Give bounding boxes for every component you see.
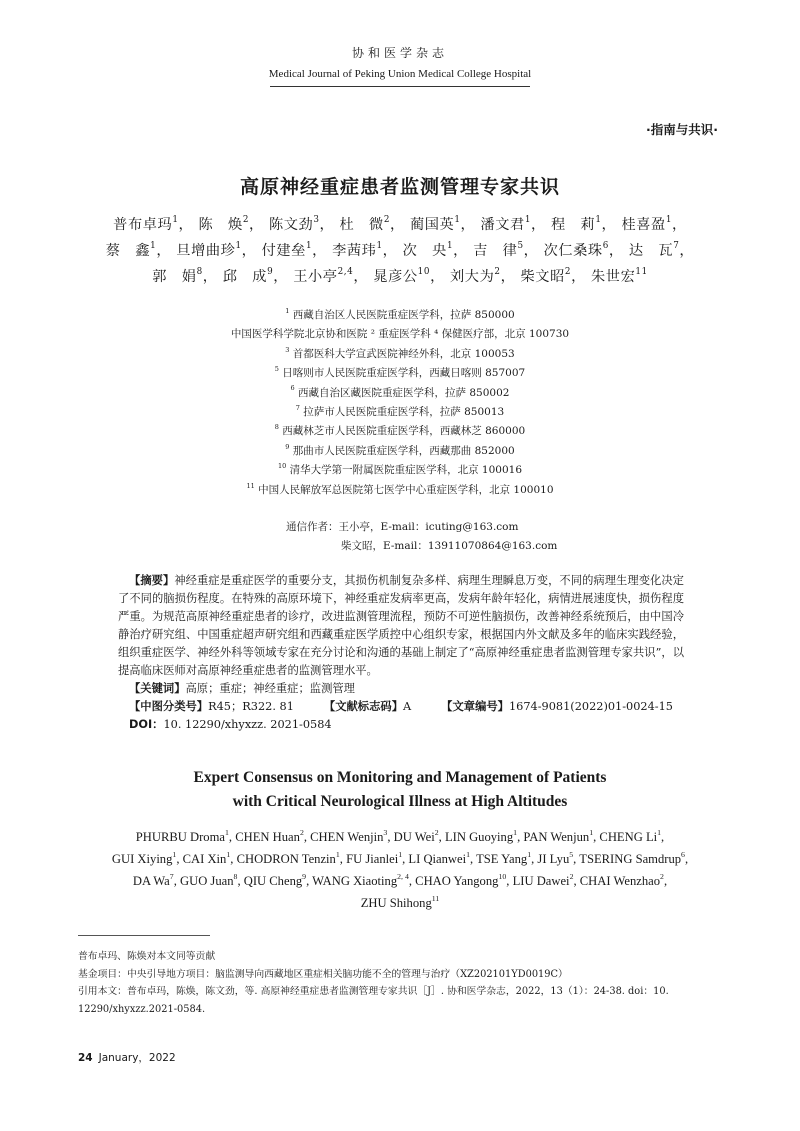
affiliation-line bbox=[0, 345, 800, 364]
author-name: 次仁桑珠 bbox=[543, 243, 603, 259]
author: 达 瓦$^7$， bbox=[628, 241, 695, 259]
author: 李茜玮$^1$， bbox=[332, 241, 398, 259]
author-name: TSERING Samdrup bbox=[579, 852, 682, 866]
author-affiliation-mark: 1 bbox=[595, 215, 602, 226]
clc-label: 【中图分类号】 bbox=[129, 700, 209, 713]
affiliation-mark: 6 bbox=[290, 384, 295, 393]
affiliation-line bbox=[0, 306, 800, 325]
corresponding-author-line: 通信作者：王小亭，E-mail：icuting@163.com bbox=[286, 521, 519, 533]
author-affiliation-mark: 1 bbox=[589, 828, 594, 838]
author-name: 潘文君 bbox=[480, 217, 525, 233]
author-name: 王小亭 bbox=[293, 269, 338, 285]
author-name: CHAO Yangong bbox=[415, 874, 499, 888]
affiliation-mark: 5 bbox=[274, 365, 279, 374]
author-affiliation-mark: 7 bbox=[169, 872, 174, 882]
author-affiliation-mark: 9 bbox=[267, 267, 274, 278]
author: 刘大为$^2$， bbox=[450, 267, 516, 285]
author: FU Jianlei$^1$, bbox=[346, 850, 406, 866]
author: 程 莉$^1$， bbox=[550, 215, 617, 233]
author-name: PAN Wenjun bbox=[523, 830, 590, 844]
author: 蔺国英$^1$， bbox=[409, 215, 476, 233]
author-name: QIU Cheng bbox=[243, 874, 303, 888]
author-affiliation-mark: 2 bbox=[564, 267, 572, 278]
clc-value: R45；R322. 81 bbox=[208, 700, 294, 713]
page-number: 24 bbox=[78, 1052, 93, 1064]
footnote-equal-contribution: 普布卓玛、陈焕对本文同等贡献 bbox=[78, 951, 216, 962]
affiliation-text: 西藏林芝市人民医院重症医学科，西藏林芝 860000 bbox=[282, 425, 526, 438]
author-name: ZHU Shihong bbox=[360, 896, 432, 910]
author-name: 蔡 鑫 bbox=[105, 243, 151, 259]
author-name: FU Jianlei bbox=[346, 852, 399, 866]
author-name: 达 瓦 bbox=[628, 243, 674, 259]
author-name: GUI Xiying bbox=[111, 852, 173, 866]
column-tag: ·指南与共识· bbox=[646, 122, 718, 137]
corresponding-author-line: 柴文昭，E-mail：13911070864@163.com bbox=[341, 540, 558, 552]
keywords-label: 【关键词】 bbox=[129, 682, 186, 695]
affiliation-line bbox=[0, 403, 800, 422]
author: CAI Xin$^1$, bbox=[182, 850, 234, 866]
author-name: GUO Juan bbox=[180, 874, 234, 888]
page-footer bbox=[78, 1050, 176, 1065]
author-name: 李茜玮 bbox=[332, 243, 377, 259]
affiliation-mark: 7 bbox=[295, 403, 300, 412]
author-name: CHEN Huan bbox=[235, 830, 300, 844]
author-affiliation-mark: 1 bbox=[172, 215, 179, 226]
abstract-block bbox=[118, 572, 684, 734]
affiliation-line bbox=[0, 384, 800, 403]
doi-line bbox=[118, 716, 684, 734]
author: CHAO Yangong$^{10}$, bbox=[415, 872, 510, 888]
author-affiliation-mark: 1 bbox=[305, 241, 313, 252]
affiliation-mark: 11 bbox=[246, 481, 255, 490]
issue-date: January，2022 bbox=[98, 1052, 176, 1064]
affiliation-text: 首都医科大学宣武医院神经外科，北京 100053 bbox=[292, 347, 515, 360]
author-affiliation-mark: 11 bbox=[431, 894, 440, 904]
author: DU Wei$^2$, bbox=[393, 828, 442, 844]
article-number-label: 【文章编号】 bbox=[441, 700, 509, 713]
author-list-cn bbox=[90, 212, 710, 290]
author: CHODRON Tenzin$^1$, bbox=[236, 850, 343, 866]
author-affiliation-mark: 3 bbox=[383, 828, 388, 838]
journal-name-cn: 协和医学杂志 bbox=[351, 46, 448, 60]
author-affiliation-mark: 1 bbox=[235, 241, 242, 252]
keywords-line bbox=[118, 680, 684, 698]
author-affiliation-mark: 2 bbox=[242, 215, 250, 226]
author: LIN Guoying$^1$, bbox=[444, 828, 521, 844]
author-affiliation-mark: 1 bbox=[446, 241, 454, 252]
author: JI Lyu$^5$, bbox=[537, 850, 577, 866]
affiliation-text: 西藏自治区人民医院重症医学科，拉萨 850000 bbox=[292, 309, 515, 321]
author: 王小亭$^{2,4}$， bbox=[293, 267, 369, 285]
affiliation-mark: 3 bbox=[285, 345, 290, 354]
author-affiliation-mark: 10 bbox=[498, 872, 507, 882]
author-name: CHAI Wenzhao bbox=[579, 874, 661, 888]
footnotes bbox=[78, 948, 718, 1018]
title-en-line: Expert Consensus on Monitoring and Management of Patients bbox=[193, 769, 607, 786]
affiliation-text: 清华大学第一附属医院重症医学科，北京 100016 bbox=[289, 464, 523, 477]
author-name: LI Qianwei bbox=[408, 852, 467, 866]
author bbox=[591, 269, 648, 285]
author-affiliation-mark: 1 bbox=[527, 850, 532, 860]
author: 次 央$^1$， bbox=[402, 241, 468, 259]
affiliation-list bbox=[0, 306, 800, 500]
author-affiliation-mark: 5 bbox=[517, 241, 524, 252]
author-affiliation-mark: 1 bbox=[172, 850, 177, 860]
doc-code-value: A bbox=[403, 700, 412, 713]
author-affiliation-mark: 2 bbox=[660, 872, 664, 882]
affiliation-line bbox=[0, 422, 800, 441]
author-name: CHODRON Tenzin bbox=[236, 852, 336, 866]
author-name: CHENG Li bbox=[599, 830, 658, 844]
author: LI Qianwei$^1$, bbox=[408, 850, 474, 866]
author: TSERING Samdrup$^6$, bbox=[579, 850, 689, 866]
author: 旦增曲珍$^1$， bbox=[176, 241, 257, 259]
author-affiliation-mark: 8 bbox=[196, 267, 203, 278]
author: 晁彦公$^{10}$， bbox=[373, 267, 445, 285]
author: WANG Xiaoting$^{2, 4}$, bbox=[312, 872, 413, 888]
author: PAN Wenjun$^1$, bbox=[523, 828, 597, 844]
author: 郭 娟$^8$， bbox=[152, 267, 218, 285]
doi-label: DOI： bbox=[129, 718, 164, 731]
corresponding-authors bbox=[286, 518, 557, 556]
affiliation-text: 日喀则市人民医院重症医学科，西藏日喀则 857007 bbox=[282, 367, 526, 380]
author-name: 普布卓玛 bbox=[113, 217, 173, 233]
author: 蔡 鑫$^1$， bbox=[105, 241, 172, 259]
author: 杜 微$^2$， bbox=[339, 215, 405, 233]
affiliation-line bbox=[0, 442, 800, 461]
author-affiliation-mark: 11 bbox=[635, 267, 648, 278]
author: 陈文劲$^3$， bbox=[268, 215, 335, 233]
affiliation-mark: 8 bbox=[274, 423, 279, 432]
author: 陈 焕$^2$， bbox=[198, 215, 264, 233]
abstract-text: 神经重症是重症医学的重要分支，其损伤机制复杂多样、病理生理瞬息万变，不同的病理生理变化决定了不同的脑损伤程度。在特殊的高原环境下，神经重症发病率更高，发病年龄年轻化，病情进展速度快，损伤程度严重。为规范高原神经重症患者的诊疗，改进监测管理流程，预防不可逆性脑损伤，改善神经系统预后，由中国冷静治疗研究组、中国重症超声研究组和西藏重症医学质控中心组织专家，根据国内外文献及多年的临床实践经验，组织重症医学、神经外科等领域专家在充分讨论和沟通的基础上制定了“高原神经重症患者监测管理专家共识”，以提高临床医师对高原神经重症患者的监测管理水平。 bbox=[118, 574, 684, 677]
author-affiliation-mark: 1 bbox=[466, 850, 471, 860]
author: CHEN Wenjin$^3$, bbox=[310, 828, 391, 844]
abstract-paragraph bbox=[118, 572, 684, 680]
author-affiliation-mark: 1 bbox=[657, 828, 662, 838]
affiliation-mark: 9 bbox=[285, 442, 290, 451]
article-number-value: 1674-9081(2022)01-0024-15 bbox=[508, 700, 673, 713]
author-affiliation-mark: 6 bbox=[681, 850, 685, 860]
author-name: 朱世宏 bbox=[591, 269, 636, 285]
author: DA Wa$^7$, bbox=[132, 872, 177, 888]
author-name: 付建垒 bbox=[261, 243, 306, 259]
journal-name-en: Medical Journal of Peking Union Medical College Hospital bbox=[268, 68, 532, 80]
author-affiliation-mark: 1 bbox=[454, 215, 461, 226]
footnote-funding: 基金项目：中央引导地方项目：脑监测导向西藏地区重症相关脑功能不全的管理与治疗（XZ202101YD0019C） bbox=[78, 968, 568, 980]
author-affiliation-mark: 1 bbox=[335, 850, 340, 860]
author-affiliation-mark: 1 bbox=[524, 215, 532, 226]
author: QIU Cheng$^9$, bbox=[243, 872, 310, 888]
affiliation-text: 中国人民解放军总医院第七医学中心重症医学科，北京 100010 bbox=[258, 483, 554, 496]
author-affiliation-mark: 7 bbox=[673, 241, 680, 252]
affiliation-mark: 10 bbox=[277, 462, 287, 471]
author-affiliation-mark: 2 bbox=[434, 828, 439, 838]
author-affiliation-mark: 2 bbox=[383, 215, 391, 226]
author-name: 郭 娟 bbox=[152, 269, 197, 285]
author-affiliation-mark: 1 bbox=[513, 828, 518, 838]
author: 邱 成$^9$， bbox=[222, 267, 289, 285]
abstract-label: 【摘要】 bbox=[129, 574, 175, 587]
affiliation-line bbox=[0, 325, 800, 344]
author-affiliation-mark: 6 bbox=[602, 241, 609, 252]
author-name: 程 莉 bbox=[550, 217, 596, 233]
author: 吉 律$^5$， bbox=[473, 241, 539, 259]
author: GUO Juan$^8$, bbox=[180, 872, 241, 888]
author-affiliation-mark: 1 bbox=[398, 850, 403, 860]
author: 柴文昭$^2$， bbox=[520, 267, 586, 285]
author-affiliation-mark: 1 bbox=[376, 241, 383, 252]
author-name: 次 央 bbox=[402, 243, 447, 259]
footnote-citation: 引用本文：普布卓玛，陈焕，陈文劲，等. 高原神经重症患者监测管理专家共识［J］. 协和医学杂志，2022，13（1）：24-38. doi：10. 12290/xhyxzz.2021-0584. bbox=[78, 986, 669, 1015]
author-name: 旦增曲珍 bbox=[176, 243, 236, 259]
author-name: 柴文昭 bbox=[520, 269, 565, 285]
article-title-cn: 高原神经重症患者监测管理专家共识 bbox=[239, 176, 560, 198]
classification-line bbox=[118, 698, 684, 716]
author-affiliation-mark: 10 bbox=[417, 267, 431, 278]
author-name: DA Wa bbox=[132, 874, 170, 888]
author-affiliation-mark: 2 bbox=[299, 828, 304, 838]
doi-value: 10. 12290/xhyxzz. 2021-0584 bbox=[163, 718, 332, 731]
author-name: WANG Xiaoting bbox=[312, 874, 398, 888]
author-affiliation-mark: 2,4 bbox=[337, 267, 354, 278]
author: 付建垒$^1$， bbox=[261, 241, 327, 259]
author-name: 晁彦公 bbox=[373, 269, 418, 285]
author-name: JI Lyu bbox=[537, 852, 570, 866]
title-en-line: with Critical Neurological Illness at High Altitudes bbox=[232, 793, 568, 810]
author: 潘文君$^1$， bbox=[480, 215, 546, 233]
author-affiliation-mark: 1 bbox=[226, 850, 231, 860]
author-affiliation-mark: 2, 4 bbox=[397, 872, 409, 882]
affiliation-line bbox=[0, 481, 800, 500]
author-name: 蔺国英 bbox=[409, 217, 455, 233]
author-name: LIU Dawei bbox=[512, 874, 570, 888]
author-affiliation-mark: 8 bbox=[233, 872, 238, 882]
affiliation-text: 那曲市人民医院重症医学科，西藏那曲 852000 bbox=[292, 444, 515, 457]
author bbox=[361, 896, 440, 910]
author-affiliation-mark: 5 bbox=[569, 850, 574, 860]
author-name: 桂喜盈 bbox=[621, 217, 666, 233]
author: TSE Yang$^1$, bbox=[476, 850, 535, 866]
author-name: LIN Guoying bbox=[444, 830, 514, 844]
author-name: PHURBU Droma bbox=[135, 830, 225, 844]
footnote-rule bbox=[78, 935, 210, 936]
keywords-text: 高原；重症；神经重症；监测管理 bbox=[185, 682, 355, 695]
affiliation-text: 拉萨市人民医院重症医学科，拉萨 850013 bbox=[303, 406, 505, 419]
author-name: 刘大为 bbox=[450, 269, 495, 285]
author-name: 吉 律 bbox=[473, 243, 518, 259]
author: CHENG Li$^1$, bbox=[599, 828, 665, 844]
author-affiliation-mark: 2 bbox=[494, 267, 501, 278]
author-name: 杜 微 bbox=[339, 217, 384, 233]
affiliation-text: 西藏自治区藏医院重症医学科，拉萨 850002 bbox=[298, 386, 510, 399]
affiliation-line bbox=[0, 364, 800, 383]
author-name: CHEN Wenjin bbox=[310, 830, 384, 844]
author: 桂喜盈$^1$， bbox=[621, 215, 687, 233]
author: LIU Dawei$^2$, bbox=[512, 872, 577, 888]
author: CHAI Wenzhao$^2$, bbox=[579, 872, 668, 888]
header-rule bbox=[270, 86, 530, 87]
author-affiliation-mark: 9 bbox=[302, 872, 307, 882]
author-affiliation-mark: 1 bbox=[225, 828, 229, 838]
author-affiliation-mark: 1 bbox=[665, 215, 673, 226]
affiliation-mark: 1 bbox=[285, 306, 290, 315]
author: 次仁桑珠$^6$， bbox=[543, 241, 624, 259]
author: GUI Xiying$^1$, bbox=[111, 850, 180, 866]
author: CHEN Huan$^2$, bbox=[235, 828, 307, 844]
author-name: TSE Yang bbox=[476, 852, 528, 866]
doc-code-label: 【文献标志码】 bbox=[323, 700, 403, 713]
author-name: 陈文劲 bbox=[268, 217, 314, 233]
author-name: CAI Xin bbox=[182, 852, 227, 866]
author-name: 邱 成 bbox=[222, 269, 268, 285]
affiliation-text: 中国医学科学院北京协和医院 ² 重症医学科 ⁴ 保健医疗部，北京 100730 bbox=[230, 328, 570, 341]
author-name: 陈 焕 bbox=[198, 217, 243, 233]
author-list-en bbox=[104, 826, 696, 914]
author-affiliation-mark: 3 bbox=[313, 215, 320, 226]
author: PHURBU Droma$^1$, bbox=[135, 828, 233, 844]
author: 普布卓玛$^1$， bbox=[113, 215, 194, 233]
article-title-en bbox=[0, 766, 800, 814]
author-name: DU Wei bbox=[393, 830, 435, 844]
author-affiliation-mark: 1 bbox=[150, 241, 157, 252]
affiliation-line bbox=[0, 461, 800, 480]
author-affiliation-mark: 2 bbox=[569, 872, 574, 882]
